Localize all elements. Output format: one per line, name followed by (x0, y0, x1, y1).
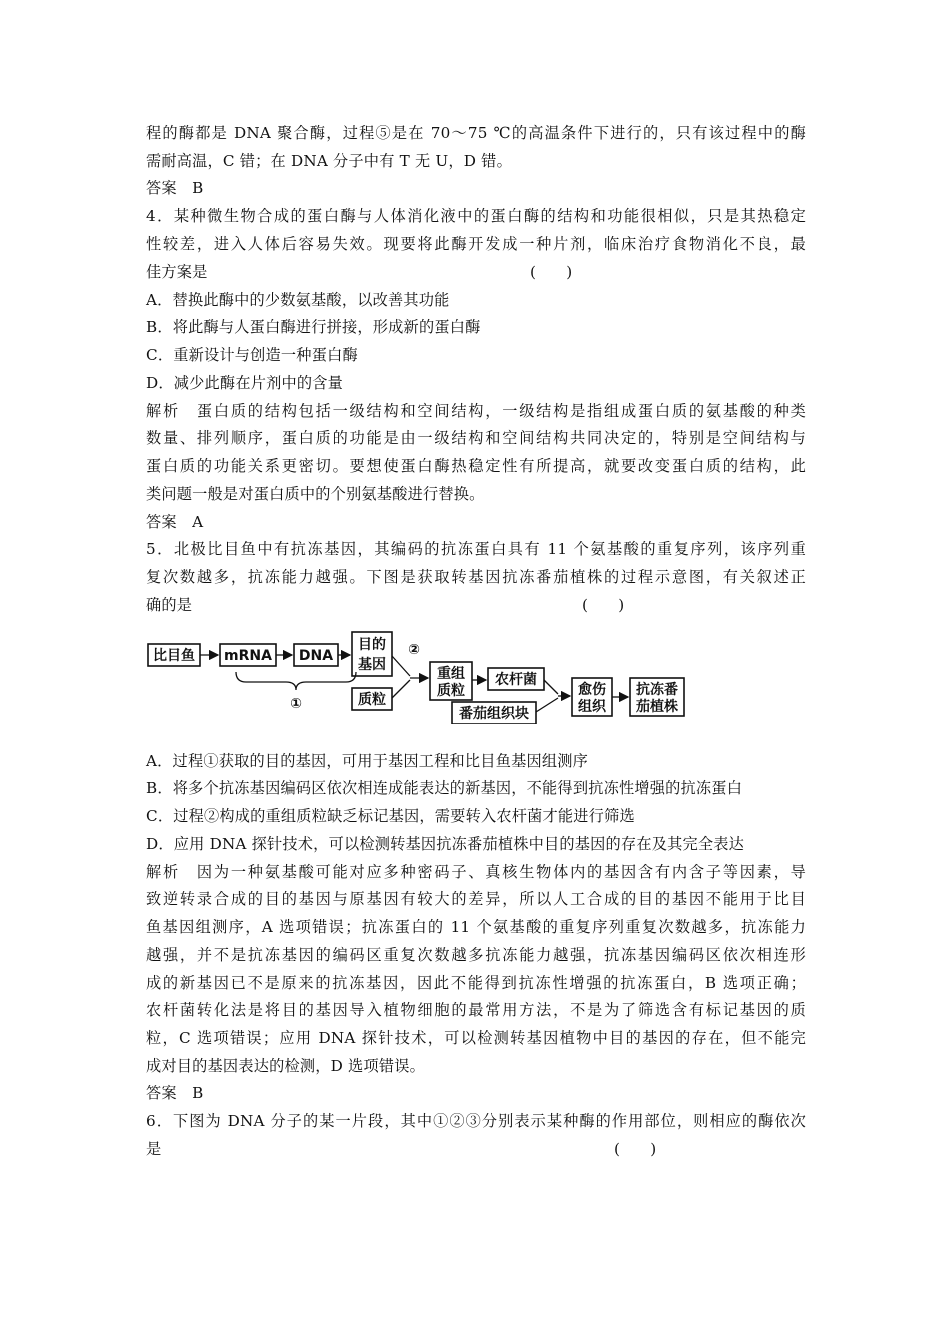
analysis-line: 致逆转录合成的目的基因与原基因有较大的差异，所以人工合成的目的基因不能用于比目 (146, 890, 806, 908)
answer-bracket: ( ) (530, 263, 573, 281)
label-step-1: ① (290, 696, 302, 712)
analysis-line: 解析 蛋白质的结构包括一级结构和空间结构，一级结构是指组成蛋白质的氨基酸的种类 (146, 402, 806, 420)
label-recombinant-1: 重组 (437, 666, 465, 682)
text-line: 程的酶都是 DNA 聚合酶，过程⑤是在 70～75 ℃的高温条件下进行的，只有该过程中的酶 (146, 124, 806, 142)
question-5-line: 复次数越多，抗冻能力越强。下图是获取转基因抗冻番茄植株的过程示意图，有关叙述正 (146, 568, 806, 586)
label-agrobacterium: 农杆菌 (495, 672, 537, 688)
question-4-line: 佳方案是 (146, 263, 208, 281)
answer-line: 答案 B (146, 179, 204, 197)
analysis-line: 越强，并不是抗冻基因的编码区重复次数越多抗冻能力越强，抗冻基因编码区依次相连形 (146, 946, 806, 964)
analysis-line: 成的新基因已不是原来的抗冻基因，因此不能得到抗冻性增强的抗冻蛋白，B 选项正确； (146, 974, 806, 992)
answer-line: 答案 A (146, 513, 204, 531)
label-mrna: mRNA (224, 648, 272, 664)
answer-bracket: ( ) (582, 596, 625, 614)
analysis-line: 数量、排列顺序，蛋白质的功能是由一级结构和空间结构共同决定的，特别是空间结构与 (146, 429, 806, 447)
label-plasmid: 质粒 (358, 692, 386, 708)
label-callus-1: 愈伤 (578, 682, 606, 698)
analysis-line: 鱼基因组测序，A 选项错误；抗冻蛋白的 11 个氨基酸的重复序列重复次数越多，抗冻能力 (146, 918, 806, 936)
analysis-line: 粒，C 选项错误；应用 DNA 探针技术，可以检测转基因植物中目的基因的存在，但不能完 (146, 1029, 806, 1047)
option-c: C．过程②构成的重组质粒缺乏标记基因，需要转入农杆菌才能进行筛选 (146, 807, 635, 825)
process-diagram (146, 628, 706, 724)
question-6-line: 是 (146, 1140, 162, 1158)
label-target-gene-2: 基因 (358, 657, 386, 673)
answer-bracket: ( ) (614, 1140, 657, 1158)
analysis-line: 农杆菌转化法是将目的基因导入植物细胞的最常用方法，不是为了筛选含有标记基因的质 (146, 1001, 806, 1019)
text-line: 需耐高温，C 错；在 DNA 分子中有 T 无 U，D 错。 (146, 152, 512, 170)
analysis-line: 解析 因为一种氨基酸可能对应多种密码子、真核生物体内的基因含有内含子等因素，导 (146, 863, 806, 881)
label-plant-1: 抗冻番 (636, 682, 678, 698)
label-dna: DNA (298, 648, 334, 664)
option-a: A．过程①获取的目的基因，可用于基因工程和比目鱼基因组测序 (146, 752, 589, 770)
step-1-brace (236, 672, 356, 690)
label-fish: 比目鱼 (153, 648, 195, 664)
option-a: A．替换此酶中的少数氨基酸，以改善其功能 (146, 291, 450, 309)
analysis-line: 成对目的基因表达的检测，D 选项错误。 (146, 1057, 425, 1075)
question-5-line: 5．北极比目鱼中有抗冻基因，其编码的抗冻蛋白具有 11 个氨基酸的重复序列，该序列重 (146, 540, 806, 558)
analysis-line: 蛋白质的功能关系更密切。要想使蛋白酶热稳定性有所提高，就要改变蛋白质的结构，此 (146, 457, 806, 475)
answer-line: 答案 B (146, 1084, 204, 1102)
label-tomato-tissue: 番茄组织块 (459, 706, 529, 722)
option-c: C．重新设计与创造一种蛋白酶 (146, 346, 358, 364)
option-b: B．将多个抗冻基因编码区依次相连成能表达的新基因，不能得到抗冻性增强的抗冻蛋白 (146, 779, 743, 797)
option-d: D．应用 DNA 探针技术，可以检测转基因抗冻番茄植株中目的基因的存在及其完全表达 (146, 835, 745, 853)
label-step-2: ② (408, 642, 420, 658)
question-4-line: 4．某种微生物合成的蛋白酶与人体消化液中的蛋白酶的结构和功能很相似，只是其热稳定 (146, 207, 806, 225)
label-recombinant-2: 质粒 (437, 683, 465, 699)
question-6-line: 6．下图为 DNA 分子的某一片段，其中①②③分别表示某种酶的作用部位，则相应的酶依次 (146, 1112, 806, 1130)
option-d: D．减少此酶在片剂中的含量 (146, 374, 344, 392)
option-b: B．将此酶与人蛋白酶进行拼接，形成新的蛋白酶 (146, 318, 481, 336)
label-plant-2: 茄植株 (636, 699, 678, 715)
analysis-line: 类问题一般是对蛋白质中的个别氨基酸进行替换。 (146, 485, 485, 503)
label-callus-2: 组织 (578, 699, 606, 715)
question-4-line: 性较差，进入人体后容易失效。现要将此酶开发成一种片剂，临床治疗食物消化不良，最 (146, 235, 806, 253)
question-5-line: 确的是 (146, 596, 193, 614)
label-target-gene-1: 目的 (358, 637, 386, 653)
